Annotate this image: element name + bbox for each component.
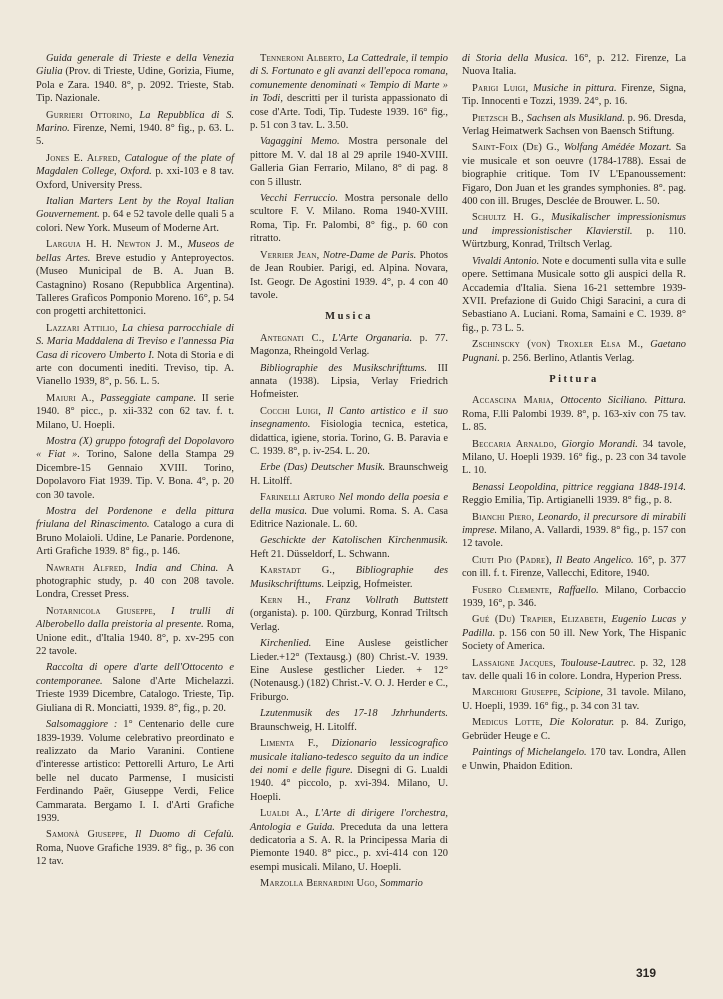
bibliography-entry — [36, 52, 234, 106]
bibliography-entry — [250, 461, 448, 488]
bibliography-entry — [462, 211, 686, 251]
entry-details: p. 84. Zurigo, Gebrüder Heuge e C. — [462, 717, 686, 742]
bibliography-entry — [462, 657, 686, 684]
entry-title: Erbe (Das) Deutscher Musik. — [260, 462, 386, 474]
entry-author: Zschinscky (von) Troxler Elsa M., — [472, 339, 644, 351]
entry-title: Toulouse-Lautrec. — [560, 657, 636, 669]
column-middle — [250, 52, 448, 894]
page-number: 319 — [636, 966, 657, 980]
entry-title: Raccolta di opere d'arte dell'Ottocento e contemporanee. — [36, 662, 234, 687]
section-heading: Musica — [325, 311, 373, 323]
entry-author: Kern H., — [260, 595, 311, 607]
entry-title: Ottocento Siciliano. Pittura. — [560, 395, 686, 407]
entry-details: 31 tavole. Milano, U. Hoepli, 1939. 16° fig., p. 34 con 31 tav. — [462, 687, 686, 712]
bibliography-entry — [462, 584, 686, 611]
bibliography-entry — [462, 141, 686, 208]
entry-details: p. 32, 128 tav. delle quali 16 in colore. Londra, Hyperion Press. — [462, 657, 686, 683]
bibliography-entry — [250, 135, 448, 189]
bibliography-entry — [36, 605, 234, 659]
bibliography-entry — [250, 877, 448, 890]
entry-author: Fusero Clemente, — [472, 584, 553, 596]
entry-author: Saint-Foix (De) G., — [472, 142, 560, 154]
entry-author: Marzolla Bernardini Ugo, — [260, 878, 378, 890]
entry-details: p. 96. Dresda, Verlag Heimatwerk Sachsen von Baensch Stiftung. — [462, 112, 686, 138]
entry-title: Lzutenmusik des 17-18 Jzhrhunderts. — [260, 708, 448, 720]
entry-details: (organista). p. 100. Qürzburg, Konrad Triltsch Verlag. — [250, 608, 448, 633]
entry-title: Franz Vollrath Buttstett — [325, 595, 448, 607]
entry-title: Paintings of Michelangelo. — [472, 747, 587, 759]
entry-author: Lualdi A., — [260, 808, 309, 820]
bibliography-entry — [250, 405, 448, 459]
entry-details: 16°, p. 212. Firenze, La Nuova Italia. — [462, 53, 686, 78]
bibliography-entry — [36, 152, 234, 192]
entry-details: Preceduta da una lettera dedicatoria a S. A. R. la Principessa Maria di Piemonte 1940. 8° picc., p. xvi-414 con 120 esempi musicali. Milano, U. Hoepli. — [250, 821, 448, 873]
bibliography-entry — [250, 637, 448, 704]
bibliography-entry — [462, 686, 686, 713]
bibliography-entry — [462, 394, 686, 434]
bibliography-entry — [250, 249, 448, 303]
entry-details: Sa vie musicale et son oeuvre (1784-1788). Essai de biographie critique. Tom IV L'Epanoussement: Figaro, Don Juan et les grandes symphonies. 8°. pag. 400 con ill. Bruges, Desclée de Brouwer. L. 50. — [462, 142, 686, 208]
entry-author: Accascina Maria, — [472, 395, 554, 407]
entry-title: Musikalischer impressionismus und impressionistischer Klavierstil. — [462, 212, 686, 237]
bibliography-entry — [462, 338, 686, 365]
entry-title: Vecchi Ferruccio. — [260, 193, 338, 205]
entry-title: Notre-Dame de Paris. — [322, 249, 417, 261]
entry-title: Salsomaggiore : — [46, 719, 118, 731]
entry-details: Mostra personale dello scultore F. V. Milano. Roma 1940-XVIII. Roma, Tip. Fr. Palombi, 8° fig., p. 60 con ritratto. — [250, 193, 448, 245]
entry-details: p. 64 e 52 tavole delle quali 5 a colori. New York. Museum of Moderne Art. — [36, 209, 234, 234]
entry-details: Roma, F.lli Palombi 1939. 8°, p. 163-xiv con 75 tav. L. 85. — [462, 408, 686, 434]
entry-details: Firenze, Signa, Tip. Innocenti e Tozzi, 1939. 24°, p. 16. — [462, 82, 686, 108]
bibliography-entry — [250, 564, 448, 591]
entry-details: Heft 21. Düsseldorf, L. Schwann. — [250, 548, 390, 560]
bibliography-entry — [36, 392, 234, 432]
entry-details: 16°, p. 377 con ill. f. t. Firenze, Vallecchi, Editore, 1940. — [462, 554, 686, 580]
entry-details: Braunschweig H. Litolff. — [250, 462, 448, 487]
entry-title: Scipione, — [564, 687, 603, 699]
bibliography-entry — [36, 109, 234, 149]
entry-title: Il Duomo di Cefalù. — [134, 829, 234, 841]
entry-title: L'Arte Organaria. — [331, 332, 413, 344]
entry-title: Mostra (X) gruppo fotografi del Dopolavoro « Fiat ». — [36, 435, 234, 461]
bibliography-entry — [462, 481, 686, 508]
entry-details: (Prov. di Trieste, Udine, Gorizia, Fiume, Pola e Zara. 1940. 8°, p. 2092. Trieste, Stab. Tip. Nazionale. — [36, 66, 234, 105]
entry-author: Schultz H. G., — [472, 212, 545, 224]
entry-details: Roma, Unione edit., d'Italia 1940. 8°, p. xv-295 con 22 tavole. — [36, 619, 234, 658]
bibliography-entry — [250, 594, 448, 634]
entry-author: Jones E. Alfred, — [46, 152, 121, 164]
bibliography-entry — [462, 746, 686, 773]
entry-title: di Storia della Musica. — [462, 53, 568, 64]
entry-author: Nawrath Alfred, — [46, 562, 127, 574]
entry-author: Lassaigne Jacques, — [472, 657, 556, 669]
entry-title: Raffaello. — [558, 584, 599, 596]
entry-details: II serie 1940. 8° picc., p. xii-332 con 62 tav. f. t. Milano, U. Hoepli. — [36, 392, 235, 431]
entry-title: Nel mondo della poesia e della musica. — [250, 492, 448, 517]
bibliography-entry — [36, 718, 234, 825]
entry-author: Gurrieri Ottorino, — [46, 109, 133, 121]
entry-author: Tenneroni Alberto, — [260, 53, 345, 64]
entry-title: Bibliographie des Musikschrifttums. — [250, 565, 449, 590]
entry-author: Parigi Luigi, — [472, 82, 529, 94]
column-right — [462, 52, 686, 776]
bibliography-entry — [36, 661, 234, 715]
entry-details: p. 156 con 50 ill. New York, The Hispanic Society of America. — [462, 627, 686, 653]
bibliography-entry — [462, 112, 686, 139]
entry-title: Bibliographie des Musikschrifttums. — [260, 362, 427, 374]
entry-author: Cocchi Luigi, — [260, 405, 321, 417]
entry-details: Catalogo a cura di Bruno Molaioli. Udine, Le Panarie. Pordenone, Arti Grafiche 1939. 8° fig., p. 146. — [36, 519, 234, 558]
entry-details: Photos de Jean Roubier. Parigi, ed. Alpina. Novara, Ist. Geogr. De Agostini 1939. 4°, p. 4 con 40 tavole. — [250, 249, 448, 301]
entry-details: descritti per il turista appassionato di cose d'Arte. Todi, Tip. Tudeste 1939. 16° fig., p. 51 con 3 tav. L. 3.50. — [250, 93, 448, 132]
bibliography-entry — [36, 505, 234, 559]
entry-details: Milano, Corbaccio 1939, 16°, p. 346. — [462, 584, 686, 610]
entry-details: Mostra personale del pittore M. V. dal 18 al 29 aprile 1940-XVIII. Galleria Gian Ferrario, Milano, 8° di pag. 8 con 5 illustr. — [250, 136, 448, 188]
entry-title: India and China. — [135, 562, 219, 574]
entry-title: Leonardo, il precursore di mirabili imprese. — [462, 511, 686, 536]
entry-details: p. 256. Berlino, Atlantis Verlag. — [499, 352, 635, 364]
entry-details: A photographic study, p. 40 con 208 tavole. Londra, Cresset Press. — [36, 562, 234, 601]
bibliography-entry — [250, 332, 448, 359]
entry-author: Bianchi Piero, — [472, 511, 535, 523]
bibliography-entry — [36, 828, 234, 868]
entry-author: Pietzsch B., — [472, 112, 524, 124]
entry-details: Milano, A. Vallardi, 1939. 8° fig., p. 157 con 12 tavole. — [462, 525, 686, 550]
entry-author: Verrier Jean, — [260, 249, 320, 261]
entry-details: Note e documenti sulla vita e sulle opere. Settimana Musicale sotto gli auspici della R. Accademia d'Italia. Siena 16-21 settembre 1939-XVII. Prefazione di Guido Chigi Saracini, a cura di Sebastiano A. Luciani. Roma, Samaini e C. 1939. 8° fig., p. 73 L. 5. — [462, 255, 686, 334]
bibliography-entry — [462, 82, 686, 109]
entry-title: Sommario — [380, 878, 423, 890]
entry-author: Farinelli Arturo — [260, 492, 336, 504]
entry-details: p. 110. Würtzburg, Konrad, Triltsch Verlag. — [462, 225, 686, 251]
entry-details: p. xxi-103 e 8 tav. Oxford, University Press. — [36, 166, 234, 191]
entry-details: Roma, Nuove Grafiche 1939. 8° fig., p. 36 con 12 tav. — [36, 842, 234, 868]
entry-title: L'Arte di dirigere l'orchestra, Antologia e Guida. — [250, 808, 448, 833]
entry-title: Geschickte der Katolischen Kirchenmusik. — [260, 535, 448, 547]
entry-author: Notarnicola Giuseppe, — [46, 605, 156, 617]
entry-title: Il Beato Angelico. — [555, 554, 634, 566]
entry-title: Il Canto artistico e il suo insegnamento. — [250, 405, 448, 431]
entry-author: Larguia H. H. Newton J. M., — [46, 239, 183, 251]
entry-author: Karstadt G., — [260, 565, 336, 577]
entry-author: Ciuti Pio (Padre), — [472, 554, 552, 566]
entry-title: Museos de bellas Artes. — [36, 239, 234, 264]
bibliography-entry — [462, 52, 686, 79]
entry-title: La chiesa parrocchiale di S. Maria Maddalena di Treviso e l'annessa Pia Casa di ricovero Umberto I. — [36, 322, 234, 361]
entry-title: Giorgio Morandi. — [561, 438, 638, 450]
bibliography-entry — [462, 716, 686, 743]
entry-title: Kirchenlied. — [260, 638, 312, 650]
entry-title: Die Koloratur. — [549, 717, 615, 729]
bibliography-entry — [462, 511, 686, 551]
entry-details: Leipzig, Hofmeister. — [324, 578, 413, 590]
entry-details: Firenze, Nemi, 1940. 8° fig., p. 63. L. 5. — [36, 123, 234, 148]
entry-details: Breve estudio y Anteproyectos. (Museo Municipal de B. A. Juan B. Castagnino) Rosano (Repubblica Argentina). Talleres Graficos Pomponio Moreno. 16°, p. 54 con progetti architettonici. — [36, 252, 234, 318]
entry-title: Catalogue of the plate of Magdalen College, Oxford. — [36, 152, 234, 178]
entry-author: Maiuri A., — [46, 392, 95, 404]
bibliography-entry — [250, 362, 448, 402]
entry-title: Wolfang Amédée Mozart. — [563, 142, 672, 154]
entry-author: Gué (Du) Trapier, Elizabeth, — [472, 614, 607, 626]
bibliography-entry — [250, 807, 448, 874]
entry-details: Disegni di G. Lualdi 1940. 4° piccolo, p. xvi-394. Milano, U. Hoepli. — [250, 764, 448, 803]
entry-details: Fisiologia tecnica, estetica, didattica, igiene, storia. Torino, G. B. Paravia e C. 1939. 8°, p. iv-254. L. 20. — [250, 419, 448, 457]
entry-author: Limenta F., — [260, 738, 319, 750]
entry-author: Lazzari Attilio, — [46, 322, 118, 334]
entry-author: Beccaria Arnaldo, — [472, 438, 557, 450]
bibliography-entry — [36, 238, 234, 318]
bibliography-entry — [36, 195, 234, 235]
entry-details: p. 77. Magonza, Rheingold Verlag. — [250, 332, 448, 358]
entry-title: La Repubblica di S. Marino. — [36, 109, 234, 135]
bibliography-entry — [462, 554, 686, 581]
entry-title: Dizionario lessicografico musicale italiano-tedesco seguito da un indice dei nomi e delle figure. — [250, 738, 448, 776]
entry-author: Antegnati C., — [260, 332, 325, 344]
entry-details: Torino, Salone della Stampa 29 Dicembre-15 Gennaio XVIII. Torino, Dopolavoro Fiat 1939. Tip. V. Bona. 4°, p. 20 con 30 tavole. — [36, 449, 235, 501]
column-left — [36, 52, 234, 872]
bibliography-entry — [462, 438, 686, 478]
entry-details: Due volumi. Roma. S. A. Casa Editrice Nazionale. L. 60. — [250, 505, 448, 530]
entry-details: Braunschweig, H. Litolff. — [250, 721, 357, 733]
entry-author: Marchiori Giuseppe, — [472, 687, 561, 699]
entry-title: Guida generale di Trieste e della Venezia Giulia — [36, 53, 234, 78]
entry-title: Musiche in pittura. — [532, 82, 617, 94]
bibliography-entry — [36, 562, 234, 602]
entry-author: Medicus Lotte, — [472, 717, 543, 729]
bibliography-entry — [462, 255, 686, 335]
entry-details: Reggio Emilia, Tip. Artigianelli 1939. 8° fig., p. 8. — [462, 495, 672, 507]
entry-title: La Cattedrale, il tempio di S. Fortunato e gli avanzi dell'epoca romana, comunemente denominati « Tempio di Marte » in Todi, — [250, 53, 448, 105]
bibliography-entry — [250, 737, 448, 804]
bibliography-entry — [250, 534, 448, 561]
entry-title: Gaetano Pugnani. — [462, 339, 687, 364]
bibliography-entry — [250, 52, 448, 132]
entry-title: Eugenio Lucas y Padilla. — [462, 614, 686, 639]
entry-author: Samonà Giuseppe, — [46, 829, 128, 841]
bibliography-entry — [36, 435, 234, 502]
entry-title: Vagaggini Memo. — [260, 136, 340, 148]
entry-title: Italian Marters Lent by the Royal Italian Gouvernement. — [36, 196, 234, 221]
bibliography-entry — [36, 322, 234, 389]
entry-details: Salone d'Arte Michelazzi. Trieste 1939 Dicembre, Catalogo. Trieste, Tip. Giuliana di R. Monciatti, 1939. 8°, fig., p. 20. — [36, 675, 234, 714]
bibliography-entry — [250, 491, 448, 531]
bibliography-entry — [462, 613, 686, 653]
entry-details: Nota di Storia e di arte con documenti inediti. Treviso, tip. A. Vianello 1939, 8°, p. 56. L. 5. — [36, 349, 234, 388]
entry-title: Benassi Leopoldina, pittrice reggiana 1848-1914. — [472, 481, 686, 493]
entry-title: I trulli di Alberobello dalla preistoria al presente. — [36, 605, 234, 631]
section-heading: Pittura — [549, 373, 599, 385]
entry-details: 170 tav. Londra, Allen e Unwin, Phaidon Edition. — [462, 747, 686, 772]
entry-title: Mostra del Pordenone e della pittura friulana del Rinascimento. — [36, 506, 234, 531]
entry-details: Eine Auslese geistlicher Lieder.+12° (Textausg.) (80) Christ.-V. 1939. Eine Auslese gestlicher Lieder. + 12° (Notenausg.) (182) Christ.-V. O. J. Herder e C., Friburgo. — [250, 638, 448, 703]
entry-details: III annata (1938). Lipsia, Verlay Friedrich Hofmeister. — [250, 362, 448, 401]
bibliography-entry — [250, 707, 448, 734]
entry-title: Vivaldi Antonio. — [472, 255, 540, 267]
entry-details: 1° Centenario delle cure 1839-1939. Volume celebrativo preordinato e realizzato da Mario Varanini. Contiene d'interesse artistico: Pettorelli Arturo, Le Arti belle nel ducato Parmense, I musicisti Ferdinando Paër, Giuseppe Verdi, Felice Cammarata. Bergamo I. I. d'Arti Grafiche 1939. — [36, 719, 234, 824]
entry-title: Sachsen als Musikland. — [526, 112, 625, 124]
entry-title: Passeggiate campane. — [100, 392, 197, 404]
entry-details: 34 tavole, Milano, U. Hoepli 1939. 16° fig., p. 23 con 34 tavole L. 10. — [462, 438, 686, 477]
bibliography-entry — [250, 192, 448, 246]
